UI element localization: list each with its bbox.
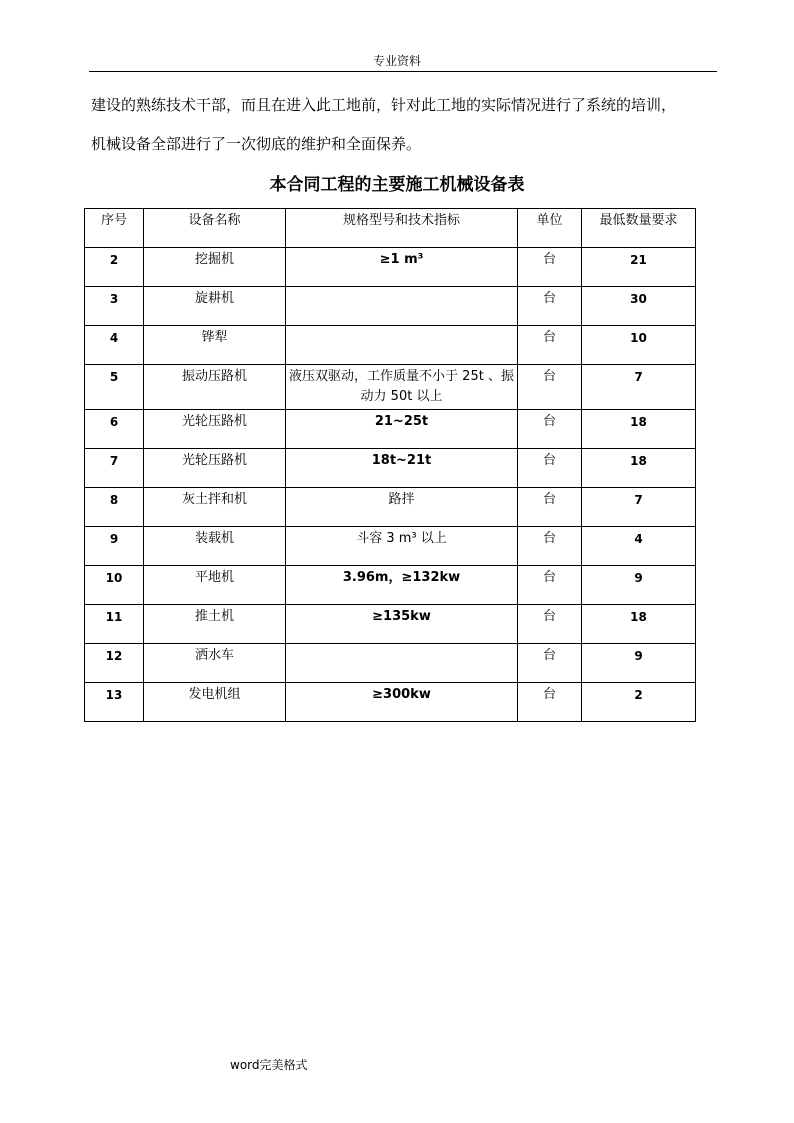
- table-row: [85, 248, 696, 287]
- cell-name: 灰土拌和机: [144, 488, 286, 527]
- header-divider: [89, 71, 717, 72]
- cell-unit: 台: [518, 410, 582, 449]
- cell-name: 旋耕机: [144, 287, 286, 326]
- cell-no: 6: [85, 410, 144, 449]
- cell-qty: 9: [582, 644, 696, 683]
- cell-name: 铧犁: [144, 326, 286, 365]
- cell-unit: 台: [518, 326, 582, 365]
- table-row: [85, 488, 696, 527]
- cell-name: 振动压路机: [144, 365, 286, 410]
- cell-spec: 液压双驱动，工作质量不小于 25t 、振动力 50t 以上: [286, 365, 518, 410]
- cell-name: 发电机组: [144, 683, 286, 722]
- cell-no: 8: [85, 488, 144, 527]
- cell-qty: 7: [582, 488, 696, 527]
- cell-qty: 4: [582, 527, 696, 566]
- cell-qty: 21: [582, 248, 696, 287]
- cell-name: 光轮压路机: [144, 410, 286, 449]
- table-row: [85, 287, 696, 326]
- cell-unit: 台: [518, 449, 582, 488]
- cell-qty: 30: [582, 287, 696, 326]
- cell-spec: [286, 326, 518, 365]
- cell-no: 5: [85, 365, 144, 410]
- table-row: [85, 326, 696, 365]
- cell-name: 洒水车: [144, 644, 286, 683]
- cell-unit: 台: [518, 248, 582, 287]
- cell-name: 平地机: [144, 566, 286, 605]
- table-row: [85, 365, 696, 410]
- cell-name: 挖掘机: [144, 248, 286, 287]
- cell-no: 10: [85, 566, 144, 605]
- page-footer: word完美格式: [230, 1058, 308, 1072]
- table-row: [85, 410, 696, 449]
- cell-qty: 18: [582, 410, 696, 449]
- cell-unit: 台: [518, 683, 582, 722]
- cell-no: 7: [85, 449, 144, 488]
- page-header: 专业资料: [372, 54, 421, 68]
- cell-spec: [286, 287, 518, 326]
- table-row: [85, 683, 696, 722]
- cell-no: 4: [85, 326, 144, 365]
- cell-spec: 21~25t: [286, 410, 518, 449]
- cell-unit: 台: [518, 365, 582, 410]
- cell-spec: 3.96m，≥132kw: [286, 566, 518, 605]
- table-row: [85, 644, 696, 683]
- cell-qty: 10: [582, 326, 696, 365]
- equipment-table: [84, 208, 696, 722]
- cell-name: 光轮压路机: [144, 449, 286, 488]
- cell-qty: 9: [582, 566, 696, 605]
- cell-unit: 台: [518, 566, 582, 605]
- column-header-name: 设备名称: [144, 209, 286, 248]
- cell-qty: 18: [582, 605, 696, 644]
- paragraph-line-1: 建设的熟练技术干部，而且在进入此工地前，针对此工地的实际情况进行了系统的培训，: [91, 96, 677, 114]
- cell-no: 3: [85, 287, 144, 326]
- column-header-qty: 最低数量要求: [582, 209, 696, 248]
- cell-spec: 斗容 3 m³ 以上: [286, 527, 518, 566]
- table-row: [85, 449, 696, 488]
- cell-qty: 18: [582, 449, 696, 488]
- cell-spec: ≥1 m³: [286, 248, 518, 287]
- column-header-unit: 单位: [518, 209, 582, 248]
- table-row: [85, 605, 696, 644]
- cell-spec: ≥135kw: [286, 605, 518, 644]
- table-row: [85, 566, 696, 605]
- cell-name: 推土机: [144, 605, 286, 644]
- column-header-no: 序号: [85, 209, 144, 248]
- table-header-row: [85, 209, 696, 248]
- cell-no: 12: [85, 644, 144, 683]
- cell-unit: 台: [518, 605, 582, 644]
- cell-spec: 路拌: [286, 488, 518, 527]
- cell-name: 装载机: [144, 527, 286, 566]
- cell-no: 2: [85, 248, 144, 287]
- cell-spec: 18t~21t: [286, 449, 518, 488]
- cell-spec: [286, 644, 518, 683]
- cell-unit: 台: [518, 527, 582, 566]
- cell-qty: 7: [582, 365, 696, 410]
- table-row: [85, 527, 696, 566]
- cell-no: 9: [85, 527, 144, 566]
- paragraph-line-2: 机械设备全部进行了一次彻底的维护和全面保养。: [91, 135, 422, 153]
- cell-unit: 台: [518, 644, 582, 683]
- column-header-spec: 规格型号和技术指标: [286, 209, 518, 248]
- cell-qty: 2: [582, 683, 696, 722]
- cell-no: 11: [85, 605, 144, 644]
- table-title: 本合同工程的主要施工机械设备表: [269, 175, 525, 195]
- cell-unit: 台: [518, 488, 582, 527]
- cell-spec: ≥300kw: [286, 683, 518, 722]
- cell-no: 13: [85, 683, 144, 722]
- cell-unit: 台: [518, 287, 582, 326]
